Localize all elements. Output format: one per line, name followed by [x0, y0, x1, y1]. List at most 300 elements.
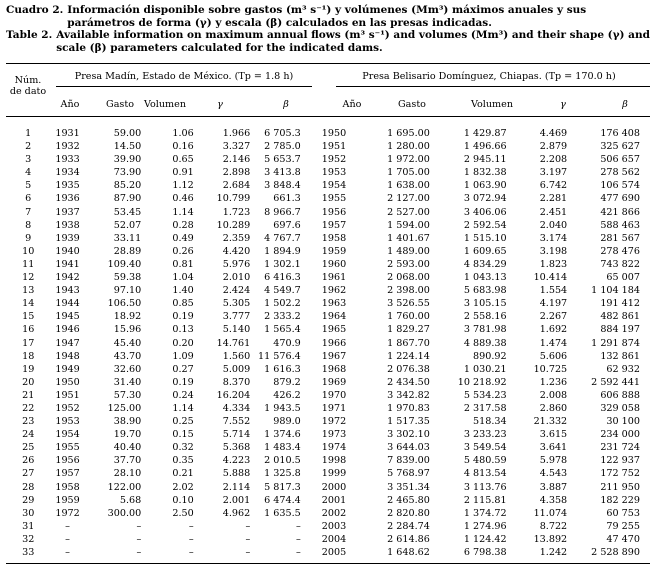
cell-belisario-flow: 3 351.34 — [387, 481, 430, 493]
cell-madin-flow: 39.90 — [113, 154, 142, 166]
table-row — [6, 206, 650, 219]
cell-belisario-beta: 182 229 — [600, 494, 640, 506]
cell-belisario-beta: 122 937 — [600, 455, 640, 467]
header-belisario-gamma: γ — [560, 99, 566, 110]
cell-madin-year: 1959 — [55, 494, 80, 506]
cell-madin-gamma: 5.368 — [222, 442, 251, 454]
cell-belisario-volume: 4 889.38 — [463, 337, 507, 349]
table-row — [6, 494, 650, 507]
cell-madin-year: 1951 — [55, 389, 80, 401]
cell-madin-gamma: 10.289 — [216, 219, 251, 231]
cell-belisario-gamma: 3.887 — [539, 481, 568, 493]
cell-madin-gamma: 2.146 — [222, 154, 251, 166]
header-bottom-rule — [6, 116, 650, 117]
header-belisario-beta: β — [622, 99, 628, 110]
cell-num: 26 — [22, 455, 35, 467]
cell-madin-beta: 3 848.4 — [264, 180, 301, 192]
madin-subrule — [56, 86, 312, 87]
cell-madin-volume: 0.21 — [172, 468, 194, 480]
cell-madin-year: 1958 — [55, 481, 80, 493]
cell-belisario-gamma: 3.615 — [539, 429, 568, 441]
header-belisario-flow: Gasto — [398, 99, 426, 110]
cell-madin-flow: – — [136, 547, 142, 558]
cell-belisario-beta: 30 100 — [606, 416, 640, 428]
table-row — [6, 350, 650, 363]
cell-num: 20 — [22, 376, 35, 388]
cell-belisario-year: 2003 — [321, 520, 347, 532]
table-row — [6, 389, 650, 402]
cell-belisario-beta: 421 866 — [600, 206, 640, 218]
cell-belisario-gamma: 10.414 — [533, 272, 568, 284]
cell-madin-flow: 122.00 — [107, 481, 142, 493]
table-caption — [6, 4, 650, 54]
cell-belisario-year: 1972 — [321, 416, 347, 428]
cell-belisario-beta: 234 000 — [600, 429, 640, 441]
cell-belisario-gamma: 21.332 — [533, 416, 568, 428]
table-row — [6, 192, 650, 205]
cell-madin-gamma: 16.204 — [216, 389, 251, 401]
cell-madin-beta: 426.2 — [273, 389, 301, 401]
cell-belisario-year: 2001 — [321, 494, 347, 506]
cell-belisario-gamma: 13.892 — [533, 533, 568, 545]
table-row — [6, 232, 650, 245]
header-belisario-title: Presa Belisario Domínguez, Chiapas. (Tp = 170.0 h) — [362, 71, 616, 82]
cell-belisario-volume: 6 798.38 — [463, 547, 507, 558]
cell-belisario-beta: 281 567 — [600, 232, 640, 244]
cell-madin-year: 1936 — [55, 193, 80, 205]
cell-madin-gamma: 4.962 — [222, 507, 251, 519]
cell-madin-beta: 470.9 — [273, 337, 301, 349]
cell-belisario-beta: 506 657 — [600, 154, 640, 166]
cell-belisario-flow: 3 302.10 — [387, 429, 430, 441]
cell-belisario-gamma: 2.008 — [539, 389, 568, 401]
cell-madin-gamma: 1.966 — [222, 128, 251, 139]
cell-num: 21 — [22, 389, 35, 401]
cell-madin-year: 1935 — [55, 180, 80, 192]
cell-madin-volume: 0.32 — [172, 442, 194, 454]
cell-belisario-beta: 211 950 — [600, 481, 640, 493]
cell-madin-flow: 73.90 — [113, 167, 142, 179]
header-belisario-volume: Volumen — [470, 99, 514, 110]
header-madin-beta: β — [283, 99, 289, 110]
table-row — [6, 323, 650, 336]
cell-belisario-year: 1961 — [321, 272, 347, 284]
cell-num: 1 — [25, 128, 32, 139]
cell-belisario-gamma: 1.554 — [539, 285, 568, 297]
cell-belisario-beta: 65 007 — [606, 272, 640, 284]
cell-belisario-flow: 1 594.00 — [387, 219, 430, 231]
cell-belisario-gamma: 4.543 — [539, 468, 568, 480]
cell-belisario-flow: 2 068.00 — [387, 272, 430, 284]
cell-madin-flow: 59.38 — [113, 272, 142, 284]
cell-madin-year: 1939 — [55, 232, 80, 244]
cell-belisario-flow: 3 526.55 — [387, 298, 430, 310]
cell-belisario-year: 1999 — [321, 468, 347, 480]
cell-belisario-year: 1956 — [321, 206, 347, 218]
cell-madin-volume: 0.24 — [172, 389, 194, 401]
cell-madin-flow: 85.20 — [113, 180, 142, 192]
cell-madin-gamma: 5.714 — [222, 429, 251, 441]
cell-belisario-year: 1965 — [321, 324, 347, 336]
cell-madin-beta: 6 474.4 — [264, 494, 301, 506]
cell-belisario-gamma: 4.197 — [539, 298, 568, 310]
cell-madin-volume: 0.28 — [172, 219, 194, 231]
cell-belisario-flow: 2 593.00 — [387, 258, 430, 270]
table-row — [6, 140, 650, 153]
header-num-line2: de dato — [9, 86, 47, 97]
cell-madin-gamma: 10.799 — [216, 193, 251, 205]
cell-belisario-volume: 3 072.94 — [463, 193, 507, 205]
cell-madin-beta: 2 785.0 — [264, 141, 301, 153]
cell-belisario-flow: 1 280.00 — [387, 141, 430, 153]
cell-belisario-year: 1955 — [321, 193, 347, 205]
cell-madin-beta: 697.6 — [273, 219, 301, 231]
cell-madin-gamma: 5.888 — [222, 468, 251, 480]
cell-belisario-gamma: 1.692 — [539, 324, 568, 336]
cell-belisario-gamma: 3.641 — [539, 442, 568, 454]
cell-belisario-volume: 4 813.54 — [463, 468, 507, 480]
cell-belisario-beta: 2 592 441 — [591, 376, 640, 388]
cell-belisario-gamma: 2.208 — [539, 154, 568, 166]
cell-madin-volume: 0.15 — [172, 429, 194, 441]
cell-belisario-volume: 3 113.76 — [463, 481, 507, 493]
cell-madin-volume: 0.19 — [172, 376, 194, 388]
cell-madin-beta: 1 894.9 — [264, 245, 301, 257]
cell-num: 9 — [25, 232, 32, 244]
cell-madin-volume: 2.02 — [172, 481, 194, 493]
header-madin-gamma: γ — [217, 99, 223, 110]
cell-belisario-beta: 191 412 — [600, 298, 640, 310]
cell-madin-beta: 4 549.7 — [264, 285, 301, 297]
cell-belisario-volume: 1 063.90 — [463, 180, 507, 192]
cell-num: 10 — [22, 245, 35, 257]
cell-belisario-volume: 2 592.54 — [463, 219, 507, 231]
cell-belisario-volume: 1 515.10 — [463, 232, 507, 244]
cell-belisario-volume: 1 043.13 — [463, 272, 507, 284]
cell-belisario-year: 1969 — [321, 376, 347, 388]
cell-madin-flow: 40.40 — [113, 442, 142, 454]
cell-belisario-beta: 278 476 — [600, 245, 640, 257]
cell-madin-volume: 0.65 — [172, 154, 194, 166]
cell-belisario-beta: 1 291 874 — [591, 337, 640, 349]
table-row — [6, 258, 650, 271]
cell-madin-year: 1950 — [55, 376, 80, 388]
cell-madin-flow: 106.50 — [107, 298, 142, 310]
table-row — [6, 481, 650, 494]
cell-belisario-volume: 5 534.23 — [463, 389, 507, 401]
cell-madin-flow: – — [136, 533, 142, 545]
cell-belisario-year: 2002 — [321, 507, 347, 519]
cell-madin-volume: 2.50 — [172, 507, 194, 519]
cell-belisario-beta: 172 752 — [600, 468, 640, 480]
cell-madin-volume: 1.12 — [172, 180, 194, 192]
cell-belisario-volume: 2 945.11 — [463, 154, 507, 166]
cell-madin-volume: 1.06 — [172, 128, 194, 139]
cell-belisario-gamma: 2.040 — [539, 219, 568, 231]
cell-belisario-year: 1962 — [321, 285, 347, 297]
cell-belisario-beta: 588 463 — [600, 219, 640, 231]
cell-belisario-gamma: 5.978 — [539, 455, 568, 467]
cell-belisario-flow: 2 076.38 — [387, 363, 430, 375]
cell-madin-gamma: 8.370 — [222, 376, 251, 388]
cell-belisario-year: 2000 — [321, 481, 347, 493]
cell-belisario-gamma: 10.725 — [533, 363, 568, 375]
cell-belisario-year: 1974 — [321, 442, 347, 454]
cell-belisario-flow: 1 517.35 — [387, 416, 430, 428]
caption-es-text: Información disponible sobre gastos (m³ s⁻¹) y volúmenes (Mm³) máximos anuales y sus parámetros de forma (γ) y escala (β) calculados en las presas indicadas. — [67, 4, 587, 29]
cell-madin-year: 1933 — [55, 154, 80, 166]
cell-belisario-year: 1959 — [321, 245, 347, 257]
cell-belisario-flow: 1 970.83 — [387, 402, 430, 414]
cell-madin-gamma: 5.305 — [222, 298, 251, 310]
data-table-body — [6, 127, 650, 559]
cell-madin-beta: 5 653.7 — [264, 154, 301, 166]
cell-madin-gamma: 5.976 — [222, 258, 251, 270]
cell-belisario-year: 1952 — [321, 154, 347, 166]
cell-madin-beta: 11 576.4 — [258, 350, 301, 362]
cell-madin-flow: 45.40 — [113, 337, 142, 349]
cell-madin-volume: 0.27 — [172, 363, 194, 375]
cell-madin-volume: 0.20 — [172, 337, 194, 349]
cell-madin-volume: 0.25 — [172, 416, 194, 428]
cell-belisario-gamma: 1.236 — [539, 376, 568, 388]
table-row — [6, 441, 650, 454]
cell-belisario-year: 1950 — [321, 128, 347, 139]
cell-madin-flow: 14.50 — [113, 141, 142, 153]
cell-madin-flow: 28.89 — [113, 245, 142, 257]
cell-belisario-flow: 1 829.27 — [387, 324, 430, 336]
cell-madin-gamma: 2.684 — [222, 180, 251, 192]
cell-madin-beta: 1 635.5 — [264, 507, 301, 519]
cell-madin-volume: 0.16 — [172, 141, 194, 153]
cell-belisario-year: 1957 — [321, 219, 347, 231]
cell-belisario-gamma: 3.174 — [539, 232, 568, 244]
table-row — [6, 376, 650, 389]
cell-madin-gamma: 5.140 — [222, 324, 251, 336]
cell-num: 24 — [22, 429, 35, 441]
cell-belisario-flow: 2 398.00 — [387, 285, 430, 297]
cell-belisario-flow: 2 614.86 — [387, 533, 430, 545]
cell-madin-beta: 1 374.6 — [264, 429, 301, 441]
cell-num: 32 — [22, 533, 35, 545]
cell-madin-gamma: – — [245, 547, 251, 558]
cell-belisario-volume: 3 105.15 — [463, 298, 507, 310]
cell-num: 11 — [22, 258, 35, 270]
cell-madin-gamma: 1.560 — [222, 350, 251, 362]
cell-belisario-year: 1973 — [321, 429, 347, 441]
cell-madin-beta: 879.2 — [273, 376, 301, 388]
cell-belisario-flow: 1 705.00 — [387, 167, 430, 179]
cell-belisario-volume: 1 429.87 — [463, 128, 507, 139]
cell-belisario-gamma: 2.451 — [539, 206, 568, 218]
cell-madin-flow: 28.10 — [113, 468, 142, 480]
cell-madin-flow: 87.90 — [113, 193, 142, 205]
cell-belisario-beta: 79 255 — [606, 520, 640, 532]
cell-belisario-gamma: 8.722 — [539, 520, 568, 532]
cell-madin-flow: 32.60 — [113, 363, 142, 375]
cell-madin-beta: 1 502.2 — [264, 298, 301, 310]
table-row — [6, 179, 650, 192]
cell-belisario-volume: 3 406.06 — [463, 206, 507, 218]
cell-belisario-year: 1960 — [321, 258, 347, 270]
cell-madin-flow: – — [136, 520, 142, 532]
cell-belisario-volume: 3 549.54 — [463, 442, 507, 454]
cell-madin-beta: 989.0 — [273, 416, 301, 428]
cell-belisario-volume: 1 124.42 — [463, 533, 507, 545]
cell-belisario-beta: 482 861 — [600, 311, 640, 323]
table-row — [6, 402, 650, 415]
cell-madin-flow: 38.90 — [113, 416, 142, 428]
cell-madin-year: 1954 — [55, 429, 80, 441]
cell-belisario-year: 1964 — [321, 311, 347, 323]
cell-madin-flow: 59.00 — [113, 128, 142, 139]
data-table — [6, 127, 650, 559]
cell-num: 17 — [22, 337, 35, 349]
caption-es-label: Cuadro 2. — [6, 4, 64, 16]
header-madin-title: Presa Madín, Estado de México. (Tp = 1.8 h) — [74, 71, 294, 82]
cell-num: 22 — [22, 402, 35, 414]
header-num-line1: Núm. — [14, 75, 42, 86]
cell-madin-year: 1946 — [55, 324, 80, 336]
cell-belisario-volume: 2 558.16 — [463, 311, 507, 323]
cell-madin-flow: 53.45 — [113, 206, 142, 218]
top-rule — [6, 63, 650, 64]
table-row — [6, 520, 650, 533]
cell-madin-gamma: 2.010 — [222, 272, 251, 284]
cell-madin-beta: 2 333.2 — [264, 311, 301, 323]
cell-madin-year: 1972 — [55, 507, 80, 519]
cell-belisario-gamma: 3.197 — [539, 167, 568, 179]
cell-belisario-flow: 1 760.00 — [387, 311, 430, 323]
cell-madin-beta: 1 325.8 — [264, 468, 301, 480]
cell-num: 14 — [22, 298, 35, 310]
cell-belisario-volume: 4 834.29 — [463, 258, 507, 270]
cell-madin-year: 1945 — [55, 311, 80, 323]
table-row — [6, 546, 650, 559]
cell-belisario-beta: 325 627 — [600, 141, 640, 153]
table-row — [6, 284, 650, 297]
cell-belisario-flow: 1 867.70 — [387, 337, 430, 349]
cell-madin-beta: – — [295, 520, 301, 532]
cell-belisario-volume: 1 274.96 — [463, 520, 507, 532]
cell-madin-volume: 1.04 — [172, 272, 194, 284]
cell-belisario-flow: 1 972.00 — [387, 154, 430, 166]
cell-belisario-beta: 62 932 — [606, 363, 640, 375]
cell-belisario-volume: 1 609.65 — [463, 245, 507, 257]
cell-belisario-year: 1963 — [321, 298, 347, 310]
cell-belisario-beta: 60 753 — [606, 507, 640, 519]
cell-belisario-flow: 2 284.74 — [387, 520, 430, 532]
cell-madin-beta: 6 416.3 — [264, 272, 301, 284]
cell-madin-beta: 3 413.8 — [264, 167, 301, 179]
cell-madin-flow: 5.68 — [119, 494, 142, 506]
cell-madin-gamma: 14.761 — [216, 337, 251, 349]
cell-belisario-year: 1971 — [321, 402, 347, 414]
cell-madin-gamma: 2.359 — [222, 232, 251, 244]
table-row — [6, 310, 650, 323]
cell-madin-year: – — [65, 533, 70, 545]
cell-num: 13 — [22, 285, 35, 297]
cell-num: 8 — [25, 219, 32, 231]
table-row — [6, 454, 650, 467]
cell-madin-flow: 97.10 — [113, 285, 142, 297]
header-belisario-year: Año — [342, 99, 362, 110]
cell-belisario-year: 1970 — [321, 389, 347, 401]
caption-en-text: Available information on maximum annual flows (m³ s⁻¹) and volumes (Mm³) and their shape (γ) and scale (β) parameters calculated for the indicated dams. — [56, 29, 650, 54]
cell-madin-volume: 1.14 — [172, 206, 194, 218]
cell-madin-gamma: 4.420 — [222, 245, 251, 257]
cell-madin-flow: 43.70 — [113, 350, 142, 362]
cell-madin-year: 1942 — [55, 272, 80, 284]
cell-madin-flow: 109.40 — [107, 258, 142, 270]
cell-madin-volume: – — [188, 533, 194, 545]
bottom-rule — [6, 563, 650, 564]
cell-madin-gamma: 4.223 — [222, 455, 251, 467]
cell-belisario-beta: 2 528 890 — [591, 547, 640, 558]
cell-madin-flow: 18.92 — [113, 311, 142, 323]
cell-madin-year: 1956 — [55, 455, 80, 467]
cell-belisario-volume: 518.34 — [473, 416, 507, 428]
cell-belisario-volume: 1 496.66 — [463, 141, 507, 153]
cell-belisario-volume: 5 480.59 — [463, 455, 507, 467]
cell-belisario-gamma: 4.358 — [539, 494, 568, 506]
cell-num: 7 — [25, 206, 32, 218]
cell-belisario-beta: 47 470 — [606, 533, 640, 545]
cell-belisario-gamma: 2.267 — [539, 311, 568, 323]
cell-madin-flow: 19.70 — [113, 429, 142, 441]
cell-num: 28 — [22, 481, 35, 493]
cell-madin-volume: 0.26 — [172, 245, 194, 257]
cell-belisario-volume: 2 115.81 — [463, 494, 507, 506]
cell-belisario-year: 1951 — [321, 141, 347, 153]
cell-belisario-volume: 3 233.23 — [463, 429, 507, 441]
cell-madin-volume: 0.13 — [172, 324, 194, 336]
cell-madin-year: 1952 — [55, 402, 80, 414]
cell-madin-beta: 5 817.3 — [264, 481, 301, 493]
cell-num: 16 — [22, 324, 35, 336]
cell-num: 27 — [22, 468, 35, 480]
table-row — [6, 297, 650, 310]
cell-belisario-gamma: 1.242 — [539, 547, 568, 558]
cell-belisario-flow: 1 224.14 — [387, 350, 430, 362]
cell-madin-beta: 1 302.1 — [264, 258, 301, 270]
header-madin-volume: Volumen — [143, 99, 186, 110]
cell-belisario-beta: 278 562 — [600, 167, 640, 179]
cell-madin-year: 1940 — [55, 245, 80, 257]
table-row — [6, 153, 650, 166]
cell-num: 4 — [25, 167, 32, 179]
cell-madin-beta: 6 705.3 — [264, 128, 301, 139]
cell-belisario-volume: 5 683.98 — [463, 285, 507, 297]
cell-madin-year: 1944 — [55, 298, 80, 310]
cell-madin-volume: 0.81 — [172, 258, 194, 270]
cell-madin-flow: 33.11 — [113, 232, 142, 244]
cell-belisario-volume: 2 317.58 — [463, 402, 507, 414]
cell-madin-gamma: – — [245, 533, 251, 545]
cell-madin-volume: 0.10 — [172, 494, 194, 506]
cell-belisario-volume: 1 374.72 — [463, 507, 507, 519]
header-madin-flow: Gasto — [106, 99, 134, 110]
cell-num: 6 — [25, 193, 32, 205]
cell-num: 12 — [22, 272, 35, 284]
header-madin-year: Año — [60, 99, 80, 110]
cell-num: 15 — [22, 311, 35, 323]
cell-belisario-flow: 3 644.03 — [387, 442, 430, 454]
cell-belisario-gamma: 1.474 — [539, 337, 568, 349]
cell-belisario-flow: 1 638.00 — [387, 180, 430, 192]
cell-belisario-year: 1958 — [321, 232, 347, 244]
cell-num: 25 — [22, 442, 35, 454]
